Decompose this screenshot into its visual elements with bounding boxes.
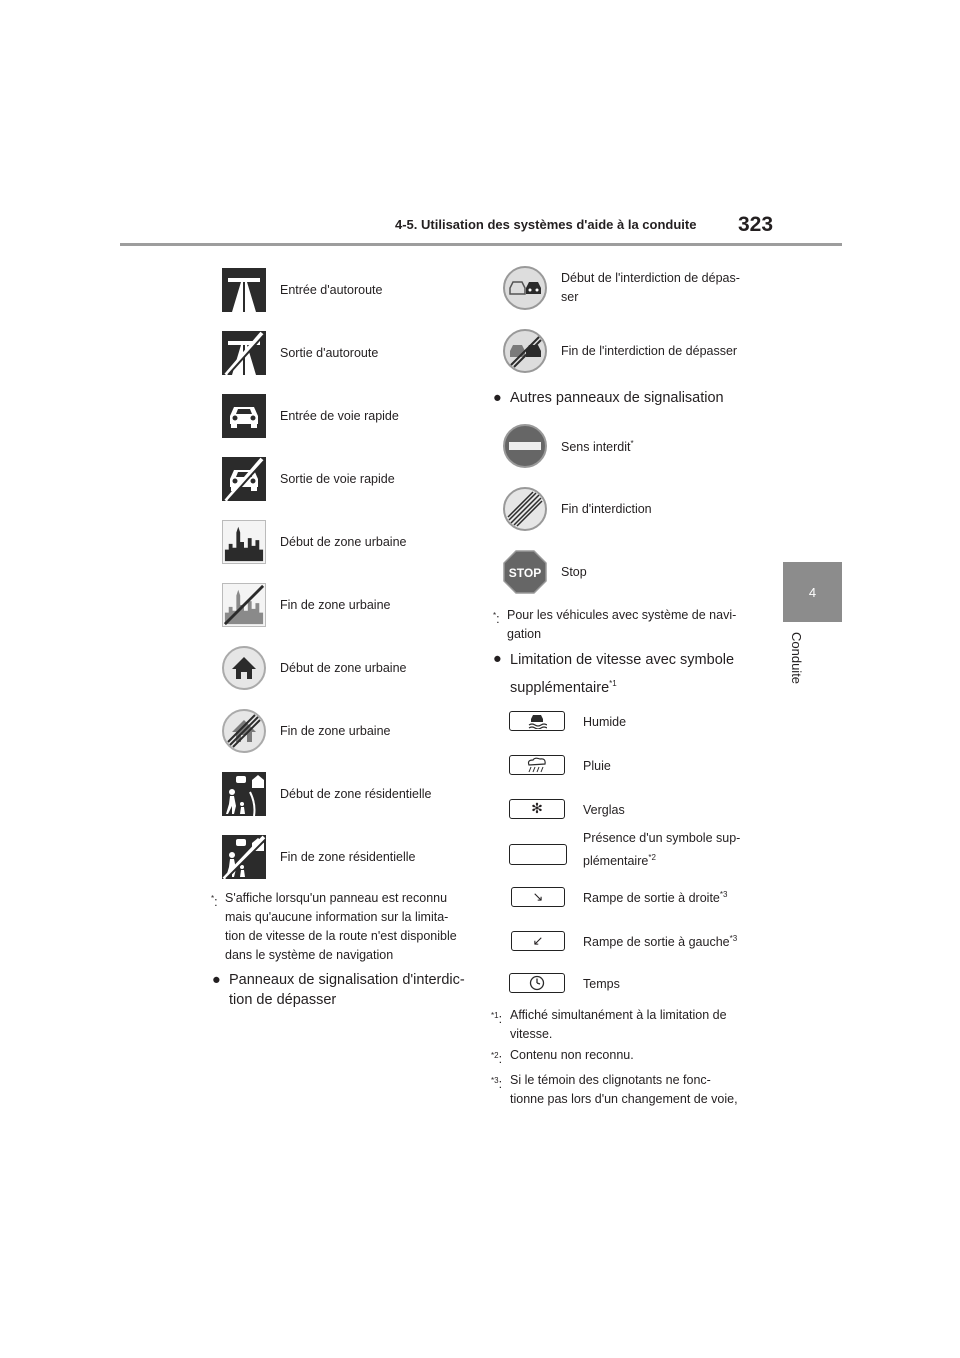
chapter-tab[interactable] — [783, 562, 842, 622]
sign-row — [222, 520, 406, 564]
other-footnote — [493, 606, 758, 644]
sign-label: Début de zone urbaine — [280, 534, 407, 549]
footnote-line: Affiché simultanément à la limitation de — [510, 1008, 727, 1022]
sign-label: Début de l'interdiction de dépas- ser — [561, 271, 740, 304]
sign-label: Sortie d'autoroute — [280, 345, 379, 360]
sign-label: Fin de zone résidentielle — [280, 849, 416, 864]
sign-label: Début de zone urbaine — [280, 660, 407, 675]
urban-zone-start-icon — [222, 646, 266, 690]
sign-label: Entrée d'autoroute — [280, 282, 383, 297]
left-footnote — [211, 889, 471, 965]
motorway-entry-icon — [222, 268, 266, 312]
bullet-heading-other — [493, 388, 724, 408]
plate-label: Pluie — [583, 759, 611, 774]
sign-row — [222, 646, 406, 690]
sign-row — [222, 331, 378, 375]
footnote — [491, 1006, 761, 1044]
end-restriction-icon — [503, 487, 547, 531]
sign-row — [503, 329, 737, 373]
no-overtaking-icon — [503, 266, 547, 310]
bullet-line: Autres panneaux de signalisation — [510, 390, 724, 406]
plate-label: Présence d'un symbole sup- plémentaire$^{*2}$ — [583, 831, 741, 869]
chapter-number: 4 — [808, 584, 817, 600]
footnote — [491, 1071, 761, 1109]
plate-row — [509, 709, 626, 732]
sign-row — [222, 583, 391, 627]
plate-row — [509, 753, 611, 776]
footnote-line: tionne pas lors d'un changement de voie, — [510, 1092, 738, 1107]
footnote-line: mais qu'aucune information sur la limita- — [225, 910, 449, 924]
footnote-marker: $^{*1}$: — [491, 1011, 503, 1027]
plate-label: Rampe de sortie à droite$^{*3}$ — [583, 890, 728, 906]
urban-zone-end-icon — [222, 709, 266, 753]
sign-label: Fin d'interdiction — [561, 501, 652, 516]
sign-label: Sortie de voie rapide — [280, 471, 395, 486]
sign-row — [222, 457, 395, 501]
bullet-line: tion de dépasser — [229, 992, 337, 1008]
end-no-overtaking-icon — [503, 329, 547, 373]
sign-row — [222, 394, 399, 438]
plate-row — [509, 829, 740, 871]
section-title: 4-5. Utilisation des systèmes d'aide à la conduite — [395, 217, 697, 232]
footnote-line: Pour les véhicules avec système de navi- — [507, 608, 737, 622]
footnote-line: S'affiche lorsqu'un panneau est reconnu — [225, 891, 448, 905]
clock-icon — [509, 973, 565, 993]
footnote — [491, 1046, 761, 1069]
footnote-line: Si le témoin des clignotants ne fonc- — [510, 1073, 711, 1088]
residential-start-icon — [222, 772, 266, 816]
sign-label: Fin de zone urbaine — [280, 597, 391, 612]
wet-road-icon — [509, 711, 565, 731]
plate-row — [511, 885, 727, 908]
footnote-marker: $^{*2}$: — [491, 1051, 503, 1067]
plate-label: Verglas — [583, 803, 625, 818]
sign-row — [503, 424, 634, 468]
plate-row — [509, 797, 625, 820]
sign-row — [503, 487, 652, 531]
chapter-label-wrap — [784, 632, 808, 692]
footnote-line: Contenu non reconnu. — [510, 1048, 634, 1062]
bullet-dot-icon: ● — [212, 972, 221, 988]
sign-label: Stop — [561, 564, 587, 579]
bullet-line: Limitation de vitesse avec symbole — [510, 652, 735, 668]
plate-label: Temps — [583, 977, 620, 992]
chapter-label: Conduite — [789, 632, 804, 685]
sign-row — [222, 772, 432, 816]
bullet-heading-speed — [493, 649, 758, 700]
sign-label: Fin de zone urbaine — [280, 723, 391, 738]
rain-icon — [509, 755, 565, 775]
footnote-line: tion de vitesse de la route n'est disponible — [225, 929, 457, 943]
footnote-marker: $^{*3}$: — [491, 1076, 503, 1092]
sign-label: Sens interdit* — [561, 439, 634, 455]
footnote-marker: *: — [211, 894, 218, 910]
page-number: 323 — [738, 213, 774, 236]
footnote-line: dans le système de navigation — [225, 948, 394, 962]
sign-row — [222, 835, 416, 879]
sign-row — [222, 268, 382, 312]
plate-label: Rampe de sortie à gauche$^{*3}$ — [583, 934, 738, 950]
city-end-icon — [222, 583, 266, 627]
no-entry-icon — [503, 424, 547, 468]
city-start-icon — [222, 520, 266, 564]
bullet-line: supplémentaire$^{*1}$ — [510, 679, 617, 696]
bullet-dot-icon: ● — [493, 390, 502, 406]
bullet-line: Panneaux de signalisation d'interdic- — [229, 972, 465, 988]
expressway-exit-icon — [222, 457, 266, 501]
plate-row — [509, 971, 620, 994]
speed-footnotes — [491, 1006, 761, 1109]
motorway-exit-icon — [222, 331, 266, 375]
bullet-heading-overtaking — [212, 970, 477, 1010]
snowflake-icon: ✻ — [509, 799, 565, 819]
plate-label: Humide — [583, 715, 627, 730]
sign-label: Entrée de voie rapide — [280, 408, 399, 423]
sign-label: Fin de l'interdiction de dépasser — [561, 343, 738, 358]
plate-row — [511, 929, 737, 952]
footnote-line: vitesse. — [510, 1027, 553, 1041]
sign-row — [222, 709, 391, 753]
arrow-down-left-icon: ↙ — [511, 931, 565, 951]
sign-row — [503, 550, 587, 594]
footnote-line: gation — [507, 627, 542, 641]
footnote-marker: *: — [493, 611, 500, 627]
header-divider — [120, 243, 842, 246]
sign-row — [503, 266, 740, 310]
arrow-down-right-icon: ↘ — [511, 887, 565, 907]
stop-sign-text: STOP — [508, 566, 542, 580]
blank-plate-icon — [509, 844, 567, 865]
stop-sign-icon — [503, 550, 547, 594]
expressway-entry-icon — [222, 394, 266, 438]
sign-label: Début de zone résidentielle — [280, 786, 432, 801]
residential-end-icon — [222, 835, 266, 879]
bullet-dot-icon: ● — [493, 651, 502, 667]
